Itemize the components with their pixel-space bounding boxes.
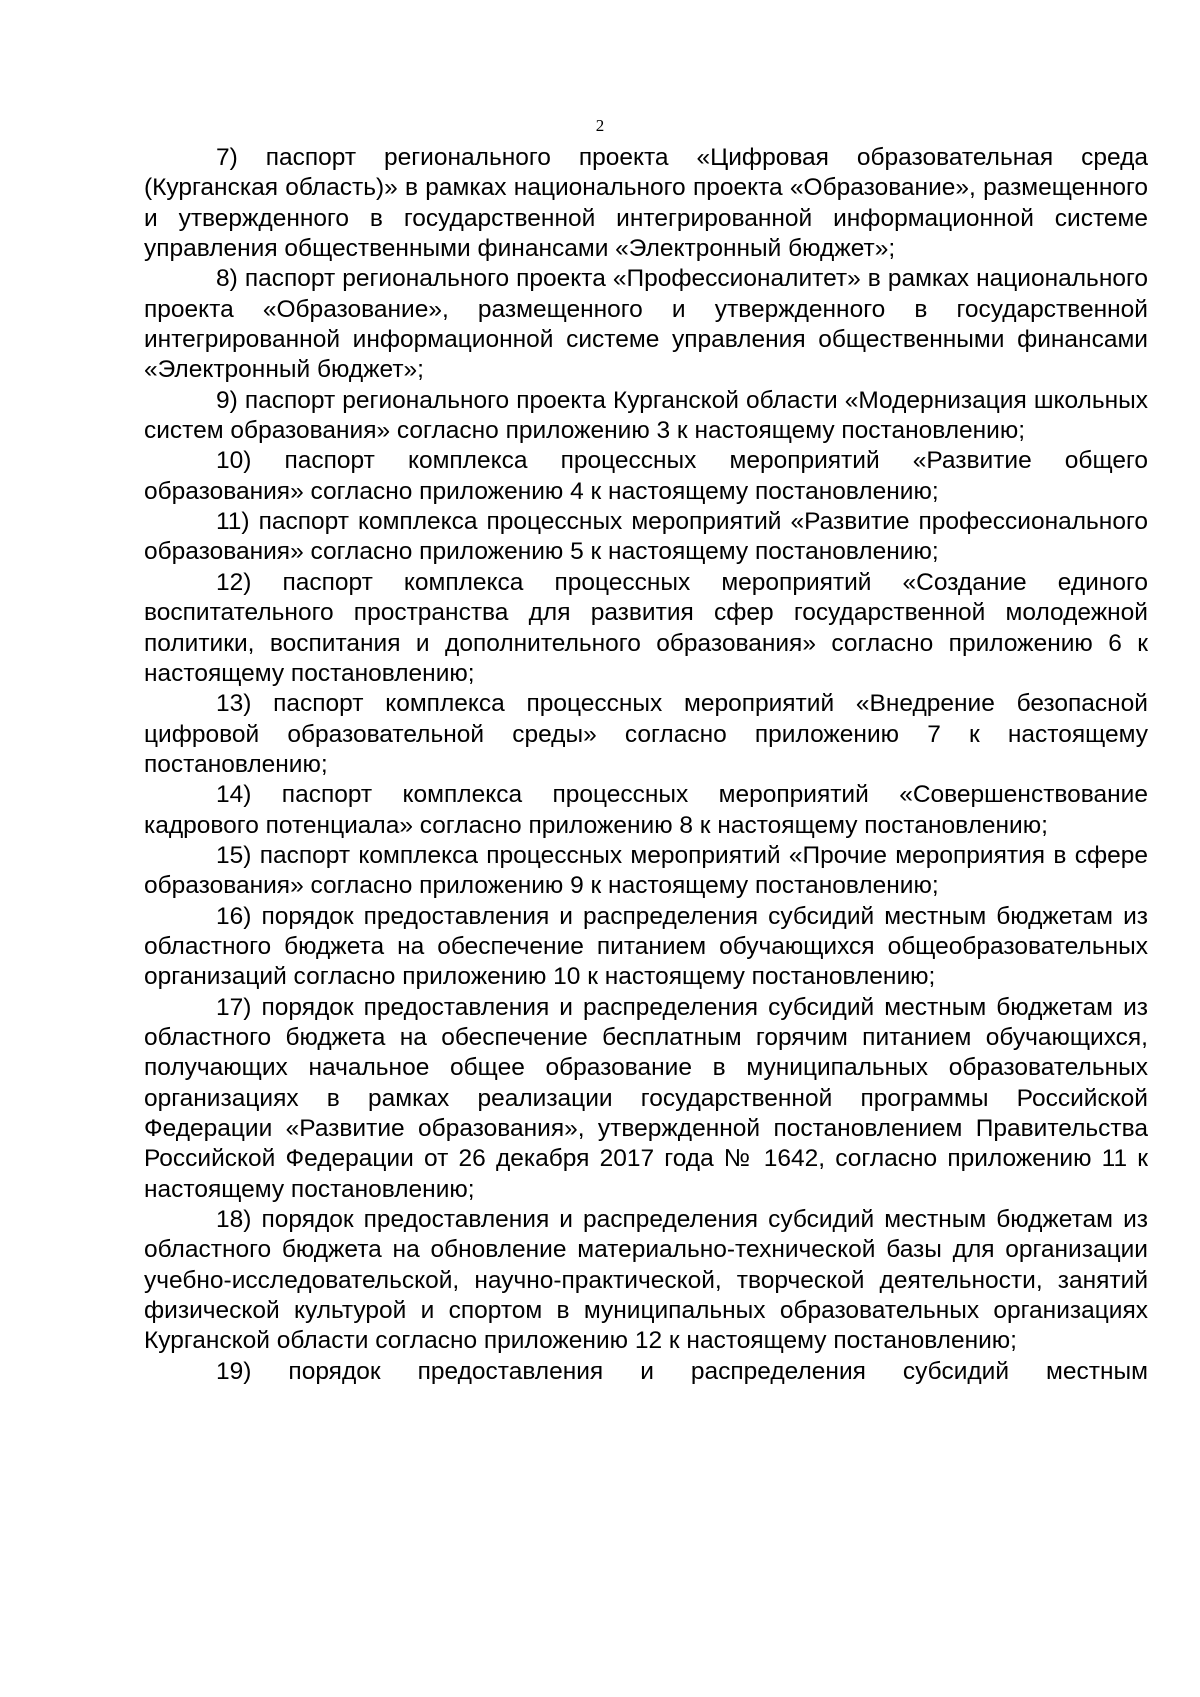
list-item-10: 10) паспорт комплекса процессных мероприятий «Развитие общего образования» согласно приложению 4 к настоящему постановлению; bbox=[144, 447, 1148, 505]
list-item-7: 7) паспорт регионального проекта «Цифровая образовательная среда (Курганская область)» в рамках национального проекта «Образование», размещенного и утвержденного в государственной интегрированной информационной системе управления общественными финансами «Электронный бюджет»; bbox=[144, 144, 1148, 263]
list-item-14: 14) паспорт комплекса процессных мероприятий «Совершенствование кадрового потенциала» согласно приложению 8 к настоящему постановлению; bbox=[144, 781, 1148, 839]
list-item-15: 15) паспорт комплекса процессных мероприятий «Прочие мероприятия в сфере образования» согласно приложению 9 к настоящему постановлению; bbox=[144, 841, 1148, 900]
list-item-9: 9) паспорт регионального проекта Курганской области «Модернизация школьных систем образования» согласно приложению 3 к настоящему постановлению; bbox=[144, 386, 1148, 445]
list-item-12: 12) паспорт комплекса процессных мероприятий «Создание единого воспитательного пространства для развития сфер государственной молодежной политики, воспитания и дополнительного образования» согласно приложению 6 к настоящему постановлению; bbox=[144, 568, 1148, 687]
list-item-19: 19) порядок предоставления и распределения субсидий местным bbox=[216, 1357, 1148, 1385]
page-number: 2 bbox=[595, 116, 605, 135]
list-item-11: 11) паспорт комплекса процессных мероприятий «Развитие профессионального образования» согласно приложению 5 к настоящему постановлению; bbox=[144, 508, 1148, 566]
list-item-16: 16) порядок предоставления и распределения субсидий местным бюджетам из областного бюджета на обеспечение питанием обучающихся общеобразовательных организаций согласно приложению 10 к настоящему постановлению; bbox=[144, 902, 1148, 991]
list-item-18: 18) порядок предоставления и распределения субсидий местным бюджетам из областного бюджета на обновление материально-технической базы для организации учебно-исследовательской, научно-практической, творческой деятельности, занятий физической культурой и спортом в муниципальных образовательных организациях Курганской области согласно приложению 12 к настоящему постановлению; bbox=[144, 1206, 1148, 1355]
list-item-17: 17) порядок предоставления и распределения субсидий местным бюджетам из областного бюджета на обеспечение бесплатным горячим питанием обучающихся, получающих начальное общее образование в муниципальных образовательных организациях в рамках реализации государственной программы Российской Федерации «Развитие образования», утвержденной постановлением Правительства Российской Федерации от 26 декабря 2017 года № 1642, согласно приложению 11 к настоящему постановлению; bbox=[144, 993, 1148, 1203]
list-item-13: 13) паспорт комплекса процессных мероприятий «Внедрение безопасной цифровой образовательной среды» согласно приложению 7 к настоящему постановлению; bbox=[144, 690, 1148, 778]
document-body bbox=[144, 143, 1148, 1387]
list-item-8: 8) паспорт регионального проекта «Профессионалитет» в рамках национального проекта «Образование», размещенного и утвержденного в государственной интегрированной информационной системе управления общественными финансами «Электронный бюджет»; bbox=[144, 265, 1148, 384]
